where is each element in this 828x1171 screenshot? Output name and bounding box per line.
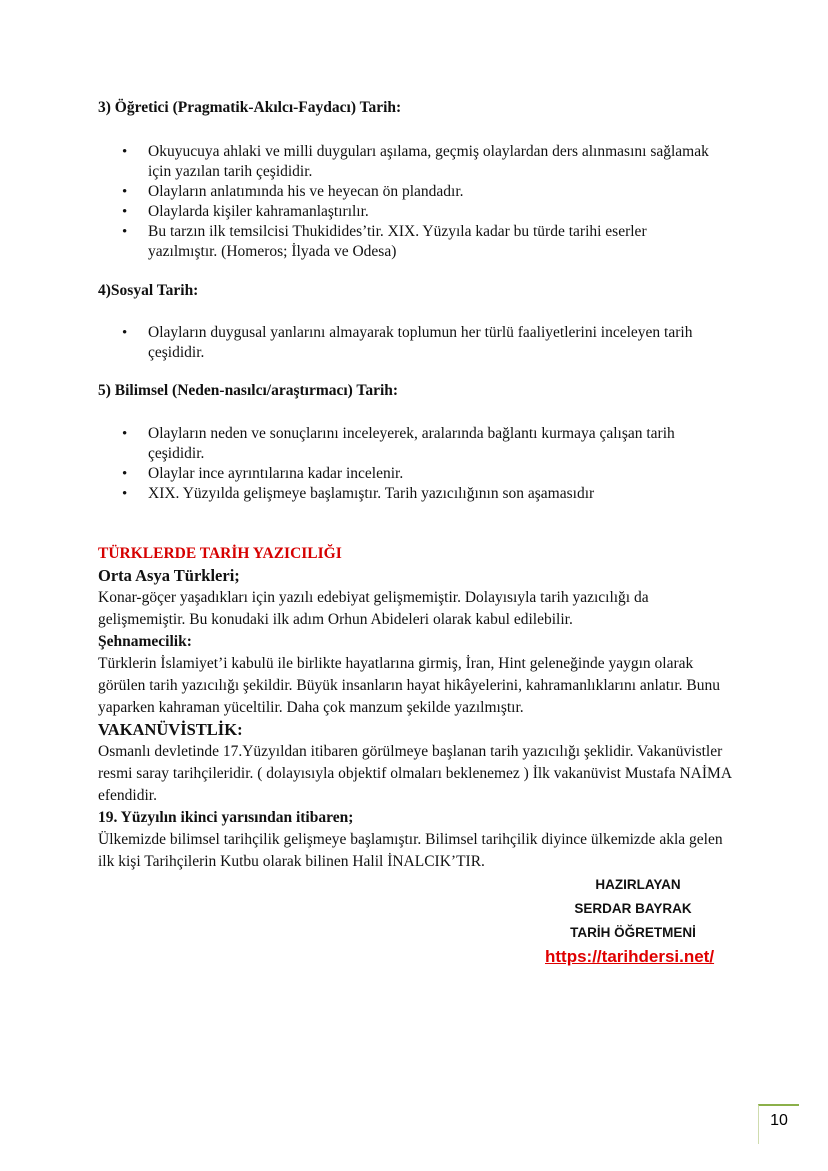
orta-asya-text: Konar-göçer yaşadıkları için yazılı edebiyat gelişmemiştir. Dolayısıyla tarih yazıcılığı da gelişmemiştir. Bu konudaki ilk adım Orhun Abideleri olarak kabul edilebilir.	[98, 589, 649, 628]
vakanuvistlik-title: VAKANÜVİSTLİK:	[98, 720, 243, 739]
signature-line-1: HAZIRLAYAN	[595, 877, 681, 892]
section-bilimsel-list	[98, 424, 718, 504]
list-item: • Olayların neden ve sonuçlarını inceleyerek, aralarında bağlantı kurmaya çalışan tarih çeşididir.	[98, 424, 718, 464]
signature-name: SERDAR BAYRAK	[574, 901, 692, 916]
section-ogretici-list	[98, 142, 718, 262]
website-link[interactable]: https://tarihdersi.net/	[545, 947, 715, 966]
section-sosyal-list	[98, 323, 718, 363]
yuzyil19-text: Ülkemizde bilimsel tarihçilik gelişmeye başlamıştır. Bilimsel tarihçilik diyince ülkemizde akla gelen ilk kişi Tarihçilerin Kutbu olarak bilinen Halil İNALCIK’TIR.	[98, 831, 723, 870]
section-sosyal-title: 4)Sosyal Tarih:	[98, 282, 199, 299]
turkler-section	[98, 543, 738, 873]
yuzyil19-title: 19. Yüzyılın ikinci yarısından itibaren;	[98, 809, 354, 826]
list-item: • Olayların duygusal yanlarını almayarak toplumun her türlü faaliyetlerini inceleyen tarih çeşididir.	[98, 323, 718, 363]
vakanuvistlik-text: Osmanlı devletinde 17.Yüzyıldan itibaren görülmeye başlanan tarih yazıcılığı şeklidir. Vakanüvistler resmi saray tarihçileridir. ( dolayısıyla objektif olmaları beklenemez ) İlk vakanüvist Mustafa NAİMA efendidir.	[98, 743, 732, 804]
page-number: 10	[758, 1104, 799, 1144]
signature-title: TARİH ÖĞRETMENİ	[570, 925, 696, 940]
list-item: • Olaylarda kişiler kahramanlaştırılır.	[98, 202, 718, 222]
orta-asya-title: Orta Asya Türkleri;	[98, 566, 240, 585]
list-item: • Bu tarzın ilk temsilcisi Thukidides’tir. XIX. Yüzyıla kadar bu türde tarihi eserler yazılmıştır. (Homeros; İlyada ve Odesa)	[98, 222, 718, 262]
list-item: • Olaylar ince ayrıntılarına kadar incelenir.	[98, 464, 718, 484]
list-item: • XIX. Yüzyılda gelişmeye başlamıştır. Tarih yazıcılığının son aşamasıdır	[98, 484, 718, 504]
sehnamecilik-title: Şehnamecilik:	[98, 633, 192, 650]
list-item: • Okuyucuya ahlaki ve milli duyguları aşılama, geçmiş olaylardan ders alınmasını sağlamak için yazılan tarih çeşididir.	[98, 142, 718, 182]
section-bilimsel-title: 5) Bilimsel (Neden-nasılcı/araştırmacı) Tarih:	[98, 382, 399, 399]
list-item: • Olayların anlatımında his ve heyecan ön plandadır.	[98, 182, 718, 202]
section-ogretici-title: 3) Öğretici (Pragmatik-Akılcı-Faydacı) Tarih:	[98, 99, 402, 116]
sehnamecilik-text: Türklerin İslamiyet’i kabulü ile birlikte hayatlarına girmiş, İran, Hint geleneğinde yaygın olarak görülen tarih yazıcılığı şekildir. Büyük insanların hayat hikâyelerini, kahramanlıklarını anlatır. Bunu yaparken kahraman yüceltilir. Daha çok manzum şekilde yazılmıştır.	[98, 655, 720, 716]
turkler-title: TÜRKLERDE TARİH YAZICILIĞI	[98, 545, 342, 562]
